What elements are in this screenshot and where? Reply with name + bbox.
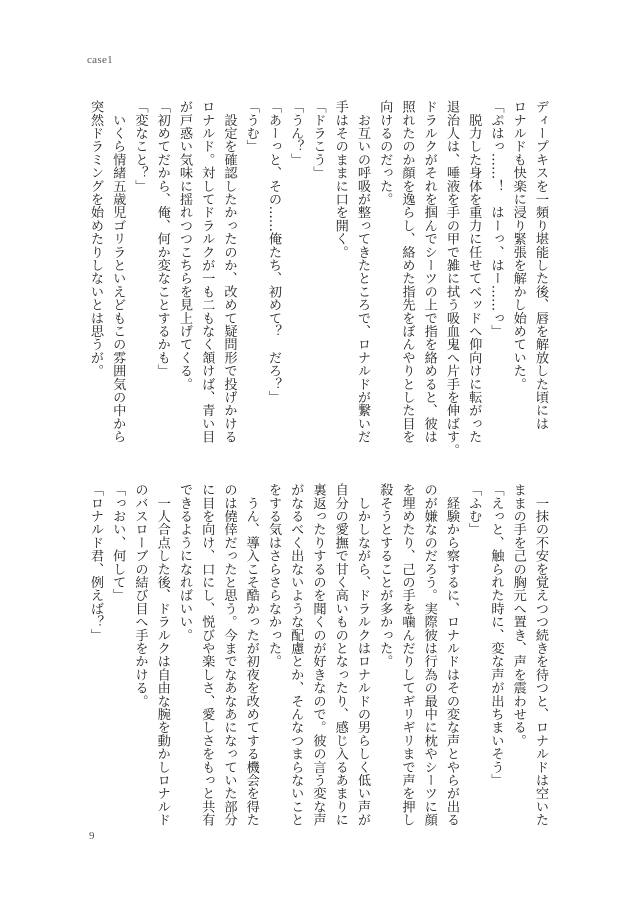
text-line: 裏返ったりするのを聞くのが好きなので。彼の言う変な声: [310, 483, 326, 827]
text-line: のバスローブの結び目へ手をかける。: [132, 483, 148, 708]
text-line: ロナルドも快楽に浸り緊張を解かし始めていた。: [510, 100, 526, 391]
upper-text-block: [84, 100, 551, 457]
dialogue-line: 「初めてだから、俺、何か変なことするかも」: [154, 100, 170, 378]
running-title: case1: [87, 54, 113, 66]
text-line: いくら情緒五歳児ゴリラといえどもこの雰囲気の中から: [110, 100, 126, 444]
dialogue-line: 「ふむ」: [466, 483, 482, 536]
dialogue-line: 「っおい、何して」: [110, 483, 126, 602]
dialogue-line: 「ドラこう」: [310, 100, 326, 180]
text-line: がなるべく出ないような配慮とか、そんなつまらないこと: [288, 483, 304, 827]
text-line: 設定を確認したかったのか、改めて疑問形で投げかける: [221, 100, 237, 444]
dialogue-line: 「うん？」: [288, 100, 304, 166]
text-line: 殺そうとすることが多かった。: [377, 483, 393, 668]
text-line: 脱力した身体を重力に任せてベッドへ仰向けに転がった: [466, 100, 482, 444]
text-line: しかしながら、ドラルクはロナルドの男らしく低い声が: [355, 483, 370, 827]
text-line: をする気はさらさらなかった。: [266, 483, 281, 668]
dialogue-line: 「ぷはっ……！ はーっ、はー……っ」: [488, 100, 504, 338]
text-line: ドラルクがそれを掴んでシーツの上で指を絡めると、彼は: [421, 100, 437, 444]
text-line: できるようになればいい。: [177, 483, 192, 642]
text-line: ロナルド。対してドラルクが一も二もなく頷けば、青い目: [199, 100, 215, 444]
dialogue-line: 「あーっと、その……俺たち、初めて？ だろ？」: [266, 100, 281, 404]
text-line: 一人合点した後、ドラルクは自由な腕を動かしロナルド: [154, 483, 170, 827]
text-line: お互いの呼吸が整ってきたところで、ロナルドが繋いだ: [355, 100, 370, 444]
text-line: ディープキスを一頻り堪能した後、唇を解放した頃には: [533, 100, 548, 430]
text-line: 突然ドラミングを始めたりしないとは思うが。: [88, 100, 103, 378]
text-line: が戸惑い気味に揺れつつこちらを見上げてくる。: [177, 100, 192, 391]
text-line: 自分の愛撫で甘く高いものとなったり、感じ入るあまりに: [332, 483, 348, 827]
text-line: うん、導入こそ酷かったが初夜を改めてする機会を得た: [243, 483, 259, 827]
text-line: 照れたのか顔を逸らし、絡めた指先をぼんやりとした目を: [399, 100, 415, 444]
text-line: のが嫌なのだろう。実際彼は行為の最中に枕やシーツに顔: [421, 483, 437, 827]
page-number: 9: [89, 830, 95, 842]
dialogue-line: 「うむ」: [243, 100, 259, 153]
text-line: ままの手を己の胸元へ置き、声を震わせる。: [510, 483, 526, 747]
text-line: のは僥倖だったと思う。今までなあなあになっていた部分: [221, 483, 237, 827]
text-line: 手はそのままに口を開く。: [332, 100, 348, 259]
text-line: を埋めたり、己の手を噛んだりしてギリギリまで声を押し: [399, 483, 415, 827]
dialogue-line: 「えっと、触られた時に、変な声が出ちまいそう」: [488, 483, 504, 787]
dialogue-line: 「変なこと？」: [132, 100, 148, 193]
lower-text-block: [84, 483, 551, 833]
text-line: に目を向け、口にし、悦びや楽しさ、愛しさをもっと共有: [199, 483, 215, 827]
text-line: 退治人は、唾液を手の甲で雑に拭う吸血鬼へ片手を伸ばす。: [444, 100, 459, 457]
text-line: 経験から察するに、ロナルドはその変な声とやらが出る: [444, 483, 459, 827]
text-line: 一抹の不安を覚えつつ続きを待つと、ロナルドは空いた: [533, 483, 548, 827]
dialogue-line: 「ロナルド君、例えば？」: [88, 483, 103, 642]
text-line: 向けるのだった。: [377, 100, 393, 206]
